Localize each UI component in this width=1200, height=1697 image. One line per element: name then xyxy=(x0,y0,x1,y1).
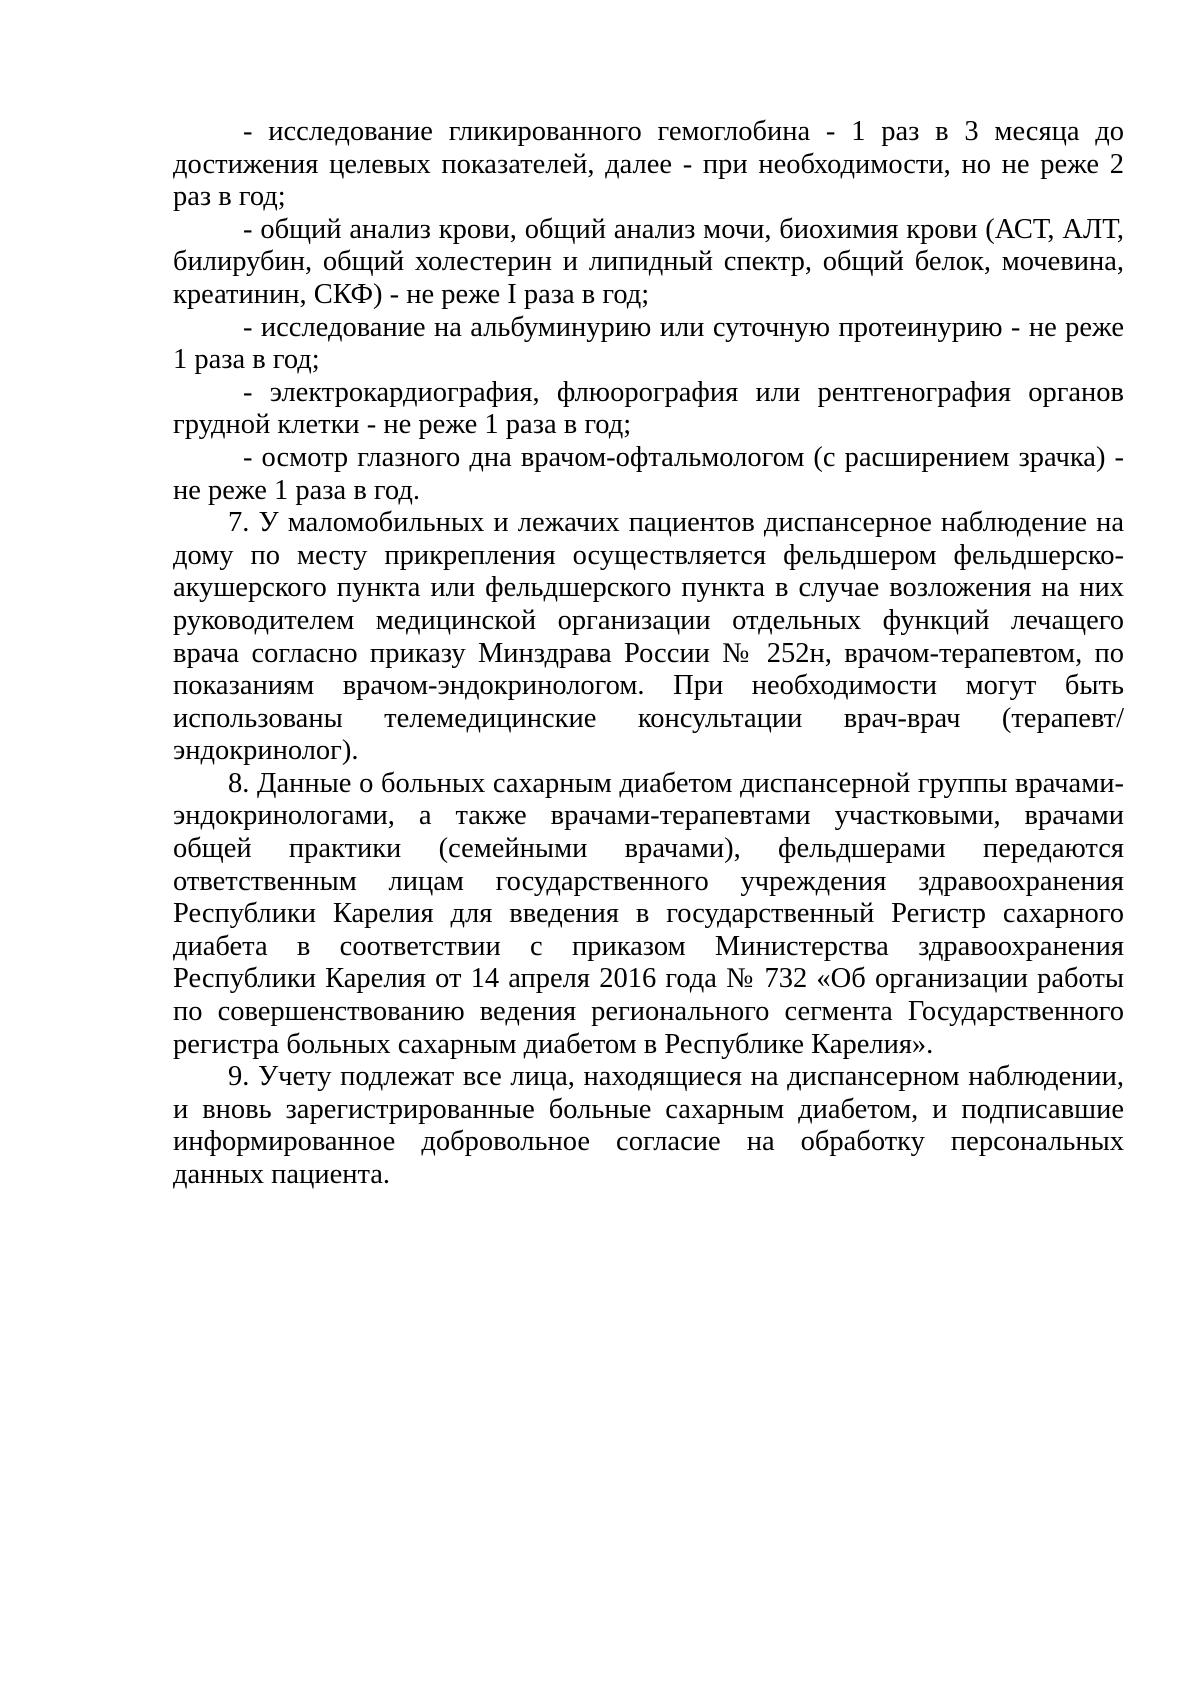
paragraph-8-diabetes-register: 8. Данные о больных сахарным диабетом диспансерной группы врачами-эндокринологами, а также врачами-терапевтами участковыми, врачами общей практики (семейными врачами), фельдшерами передаются ответственным лицам государственного учреждения здравоохранения Республики Карелия для введения в государственный Регистр сахарного диабета в соответствии с приказом Министерства здравоохранения Республики Карелия от 14 апреля 2016 года № 732 «Об организации работы по совершенствованию ведения регионального сегмента Государственного регистра больных сахарным диабетом в Республике Карелия». xyxy=(173,767,1124,1060)
paragraph-7-home-observation: 7. У маломобильных и лежачих пациентов диспансерное наблюдение на дому по месту прикрепления осуществляется фельдшером фельдшерско-акушерского пункта или фельдшерского пункта в случае возложения на них руководителем медицинской организации отдельных функций лечащего врача согласно приказу Минздрава России № 252н, врачом-терапевтом, по показаниям врачом-эндокринологом. При необходимости могут быть использованы телемедицинские консультации врач-врач (терапевт/ эндокринолог). xyxy=(173,507,1124,767)
paragraph-9-registration: 9. Учету подлежат все лица, находящиеся на диспансерном наблюдении, и вновь зарегистрированные больные сахарным диабетом, и подписавшие информированное добровольное согласие на обработку персональных данных пациента. xyxy=(173,1061,1124,1190)
list-item-fundus-exam: - осмотр глазного дна врачом-офтальмологом (с расширением зрачка) - не реже 1 раза в год. xyxy=(173,441,1124,506)
list-item-glycated-hemoglobin: - исследование гликированного гемоглобина - 1 раз в 3 месяца до достижения целевых показателей, далее - при необходимости, но не реже 2 раз в год; xyxy=(173,116,1124,213)
list-item-albuminuria: - исследование на альбуминурию или суточную протеинурию - не реже 1 раза в год; xyxy=(173,311,1124,376)
document-body xyxy=(173,116,1124,1192)
list-item-blood-urine-tests: - общий анализ крови, общий анализ мочи, биохимия крови (АСТ, АЛТ, билирубин, общий холестерин и липидный спектр, общий белок, мочевина, креатинин, СКФ) - не реже I раза в год; xyxy=(173,213,1124,310)
list-item-ecg-fluorography: - электрокардиография, флюорография или рентгенография органов грудной клетки - не реже 1 раза в год; xyxy=(173,376,1124,441)
